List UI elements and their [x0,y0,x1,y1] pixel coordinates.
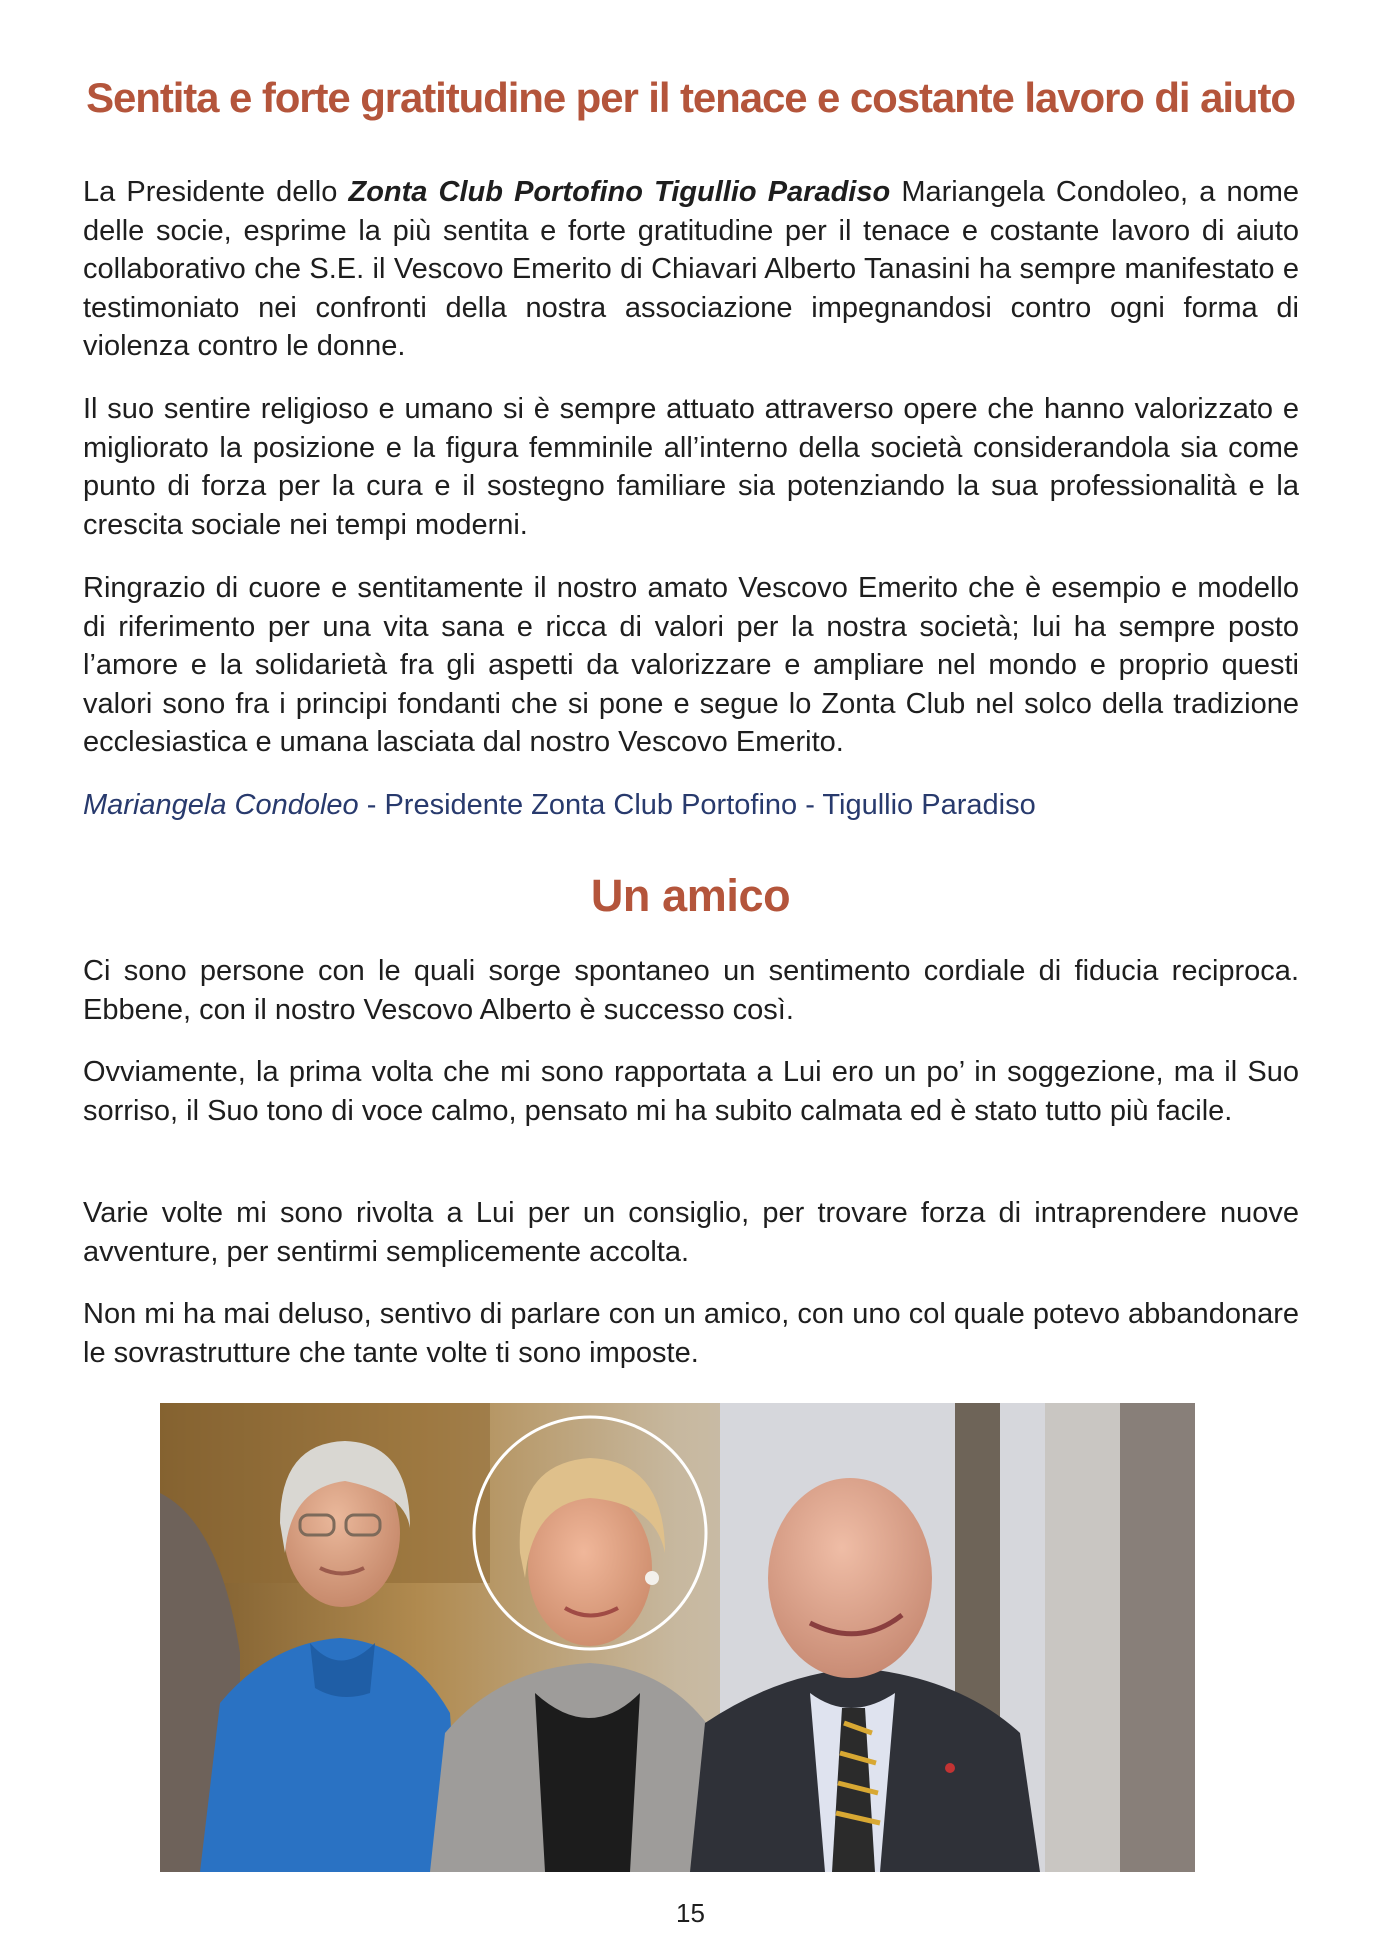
signature-role: - Presidente Zonta Club Portofino - Tigullio Paradiso [358,789,1036,821]
paragraph-soggezione: Ovviamente, la prima volta che mi sono rapportata a Lui ero un po’ in soggezione, ma il Suo sorriso, il Suo tono di voce calmo, pensato mi ha subito calmata ed è stato tutto più facile. [83,1056,1299,1127]
paragraph-zonta-intro [83,173,1299,366]
section-title-gratitudine: Sentita e forte gratitudine per il tenace e costante lavoro di aiuto [86,74,1295,121]
group-photo [160,1403,1195,1872]
paragraph-text: Mariangela Condoleo, a nome delle socie, esprime la più sentita e forte gratitudine per il tenace e costante lavoro di aiuto collaborativo che S.E. il Vescovo Emerito di Chiavari Alberto Tanasini ha sempre manifestato e testimoniato nei confronti della nostra associazione impegnandosi contro ogni forma di violenza contro le donne. [83,176,1300,362]
section-title-un-amico: Un amico [590,870,791,921]
paragraph-consiglio: Varie volte mi sono rivolta a Lui per un consiglio, per trovare forza di intraprendere nuove avventure, per sentirmi semplicemente accolta. [83,1197,1299,1268]
signature-name: Mariangela Condoleo [83,789,359,821]
page-number: 15 [676,1898,705,1928]
paragraph-ringrazio: Ringrazio di cuore e sentitamente il nostro amato Vescovo Emerito che è esempio e modello di riferimento per una vita sana e ricca di valori per la nostra società; lui ha sempre posto l’amore e la solidarietà fra gli aspetti da valorizzare e ampliare nel mondo e proprio questi valori sono fra i principi fondanti che si pone e segue lo Zonta Club nel solco della tradizione ecclesiastica e umana lasciata dal nostro Vescovo Emerito. [83,572,1299,758]
signature-line [83,786,1299,825]
paragraph-fiducia: Ci sono persone con le quali sorge spontaneo un sentimento cordiale di fiducia reciproca. Ebbene, con il nostro Vescovo Alberto è successo così. [83,955,1299,1026]
paragraph-amico: Non mi ha mai deluso, sentivo di parlare con un amico, con uno col quale potevo abbandonare le sovrastrutture che tante volte ti sono imposte. [83,1298,1299,1369]
club-name: Zonta Club Portofino Tigullio Paradiso [348,176,891,208]
paragraph-text: La Presidente dello [83,176,349,208]
paragraph-sentire-religioso: Il suo sentire religioso e umano si è sempre attuato attraverso opere che hanno valorizzato e migliorato la posizione e la figura femminile all’interno della società considerandola sia come punto di forza per la cura e il sostegno familiare sia potenziando la sua professionalità e la crescita sociale nei tempi moderni. [83,393,1299,541]
